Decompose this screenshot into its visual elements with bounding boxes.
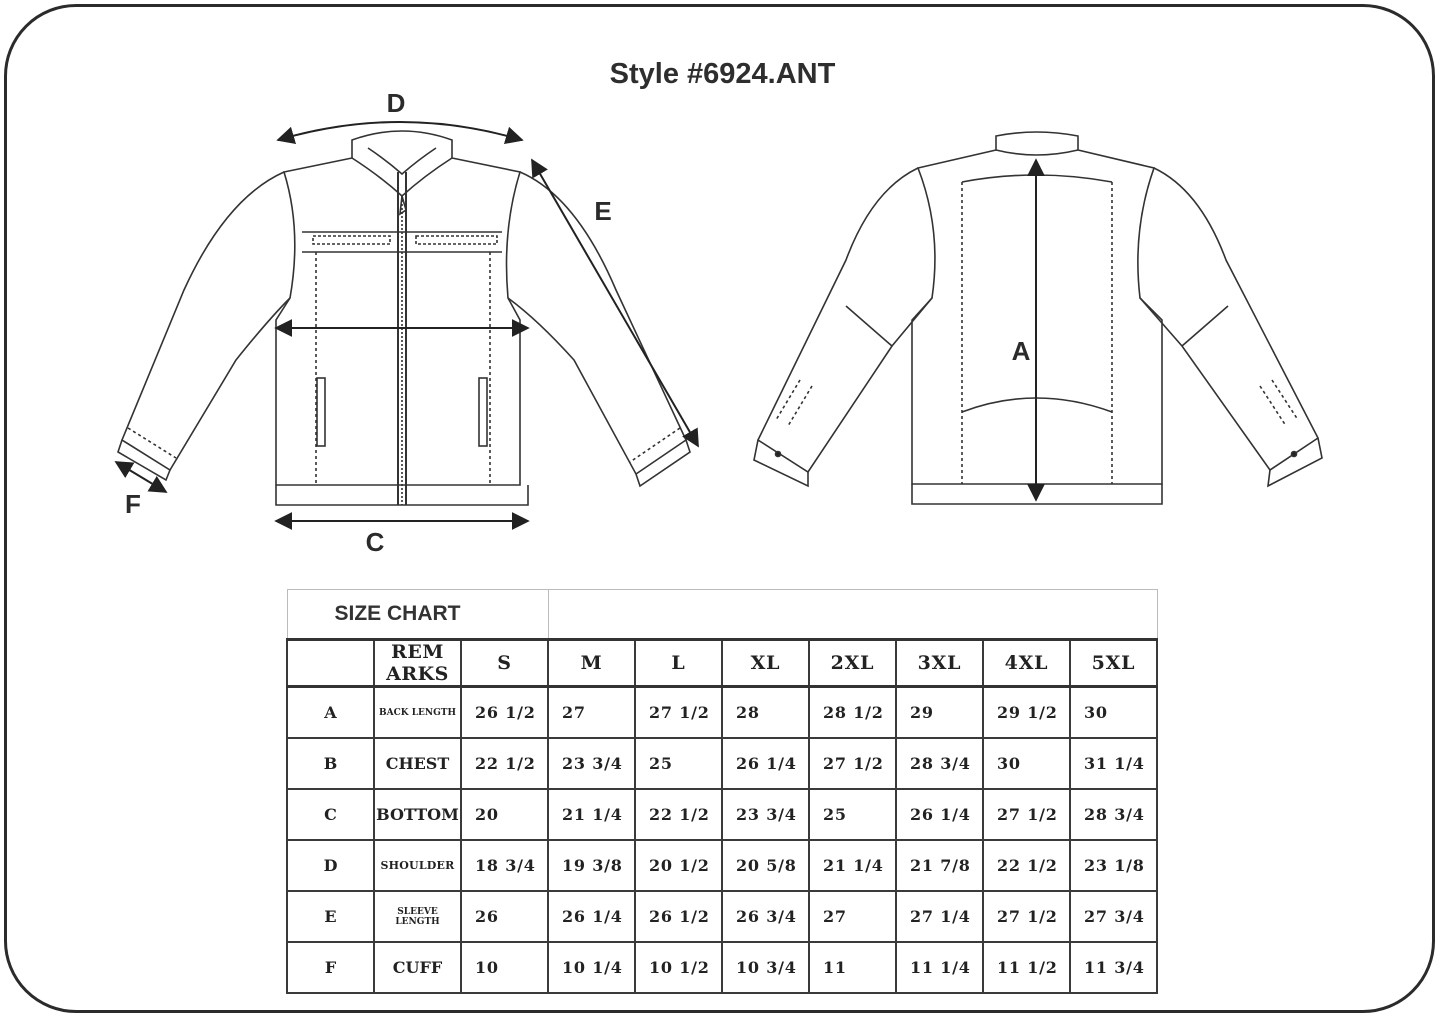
measurement-cell: 26 1/4 (722, 738, 809, 789)
measurement-cell: 21 7/8 (896, 840, 983, 891)
jacket-back (754, 132, 1322, 504)
measurement-cell: 23 3/4 (722, 789, 809, 840)
size-header: 4XL (983, 640, 1070, 687)
size-header-row (287, 640, 1157, 687)
measurement-cell: 27 1/2 (809, 738, 896, 789)
measurement-cell: 29 (896, 687, 983, 739)
table-row (287, 738, 1157, 789)
label-a: A (1011, 336, 1031, 366)
table-row (287, 789, 1157, 840)
table-row (287, 942, 1157, 993)
measurement-cell: 26 3/4 (722, 891, 809, 942)
size-header: XL (722, 640, 809, 687)
measurement-cell: 10 3/4 (722, 942, 809, 993)
table-row (287, 687, 1157, 739)
measurement-cell: 10 1/2 (635, 942, 722, 993)
size-chart-table (286, 589, 1158, 994)
size-header: L (635, 640, 722, 687)
row-code: B (287, 738, 374, 789)
row-code: E (287, 891, 374, 942)
measurement-cell: 27 1/2 (983, 789, 1070, 840)
label-e: E (594, 196, 612, 226)
measurement-cell: 27 1/2 (983, 891, 1070, 942)
row-code: D (287, 840, 374, 891)
measurement-cell: 28 3/4 (896, 738, 983, 789)
measurement-cell: 25 (809, 789, 896, 840)
size-chart-blank (548, 590, 1157, 640)
measurement-cell: 18 3/4 (461, 840, 548, 891)
row-remark: BACK LENGTH (374, 687, 461, 739)
measurement-cell: 23 3/4 (548, 738, 635, 789)
size-header: S (461, 640, 548, 687)
measurement-cell: 11 3/4 (1070, 942, 1157, 993)
measurement-cell: 30 (1070, 687, 1157, 739)
label-f: F (125, 489, 141, 519)
row-code: C (287, 789, 374, 840)
measurement-cell: 26 1/2 (635, 891, 722, 942)
measurement-cell: 22 1/2 (983, 840, 1070, 891)
measurement-cell: 10 1/4 (548, 942, 635, 993)
measurement-cell: 19 3/8 (548, 840, 635, 891)
measurement-cell: 23 1/8 (1070, 840, 1157, 891)
measurement-cell: 31 1/4 (1070, 738, 1157, 789)
size-header: 5XL (1070, 640, 1157, 687)
size-chart-heading: SIZE CHART (287, 590, 548, 640)
measurement-cell: 27 3/4 (1070, 891, 1157, 942)
measurement-cell: 28 (722, 687, 809, 739)
measurement-cell: 22 1/2 (635, 789, 722, 840)
size-header: 2XL (809, 640, 896, 687)
measurement-cell: 11 1/2 (983, 942, 1070, 993)
measurement-cell: 27 (548, 687, 635, 739)
measurement-cell: 28 3/4 (1070, 789, 1157, 840)
row-remark: BOTTOM (374, 789, 461, 840)
row-remark: CHEST (374, 738, 461, 789)
header-code-cell (287, 640, 374, 687)
remarks-header: REM ARKS (374, 640, 461, 687)
measurement-cell: 11 1/4 (896, 942, 983, 993)
measurement-cell: 25 (635, 738, 722, 789)
measurement-cell: 27 1/2 (635, 687, 722, 739)
label-d: D (386, 88, 406, 118)
measurement-cell: 26 1/2 (461, 687, 548, 739)
measurement-cell: 29 1/2 (983, 687, 1070, 739)
measurement-cell: 20 (461, 789, 548, 840)
label-c: C (365, 527, 385, 557)
size-chart-title-row (287, 590, 1157, 640)
measurement-cell: 10 (461, 942, 548, 993)
measurement-cell: 30 (983, 738, 1070, 789)
jacket-front (118, 131, 690, 505)
row-remark: SLEEVE LENGTH (374, 891, 461, 942)
measurement-cell: 27 1/4 (896, 891, 983, 942)
measurement-cell: 22 1/2 (461, 738, 548, 789)
measurement-cell: 27 (809, 891, 896, 942)
table-row (287, 840, 1157, 891)
size-header: 3XL (896, 640, 983, 687)
row-remark: SHOULDER (374, 840, 461, 891)
measurement-cell: 20 5/8 (722, 840, 809, 891)
measurement-cell: 26 1/4 (548, 891, 635, 942)
measurement-cell: 20 1/2 (635, 840, 722, 891)
measurement-cell: 26 1/4 (896, 789, 983, 840)
style-title: Style #6924.ANT (609, 58, 836, 90)
row-code: F (287, 942, 374, 993)
measurement-cell: 26 (461, 891, 548, 942)
row-code: A (287, 687, 374, 739)
measurement-cell: 21 1/4 (548, 789, 635, 840)
size-header: M (548, 640, 635, 687)
measurement-cell: 21 1/4 (809, 840, 896, 891)
table-row (287, 891, 1157, 942)
row-remark: CUFF (374, 942, 461, 993)
measurement-cell: 11 (809, 942, 896, 993)
measurement-cell: 28 1/2 (809, 687, 896, 739)
